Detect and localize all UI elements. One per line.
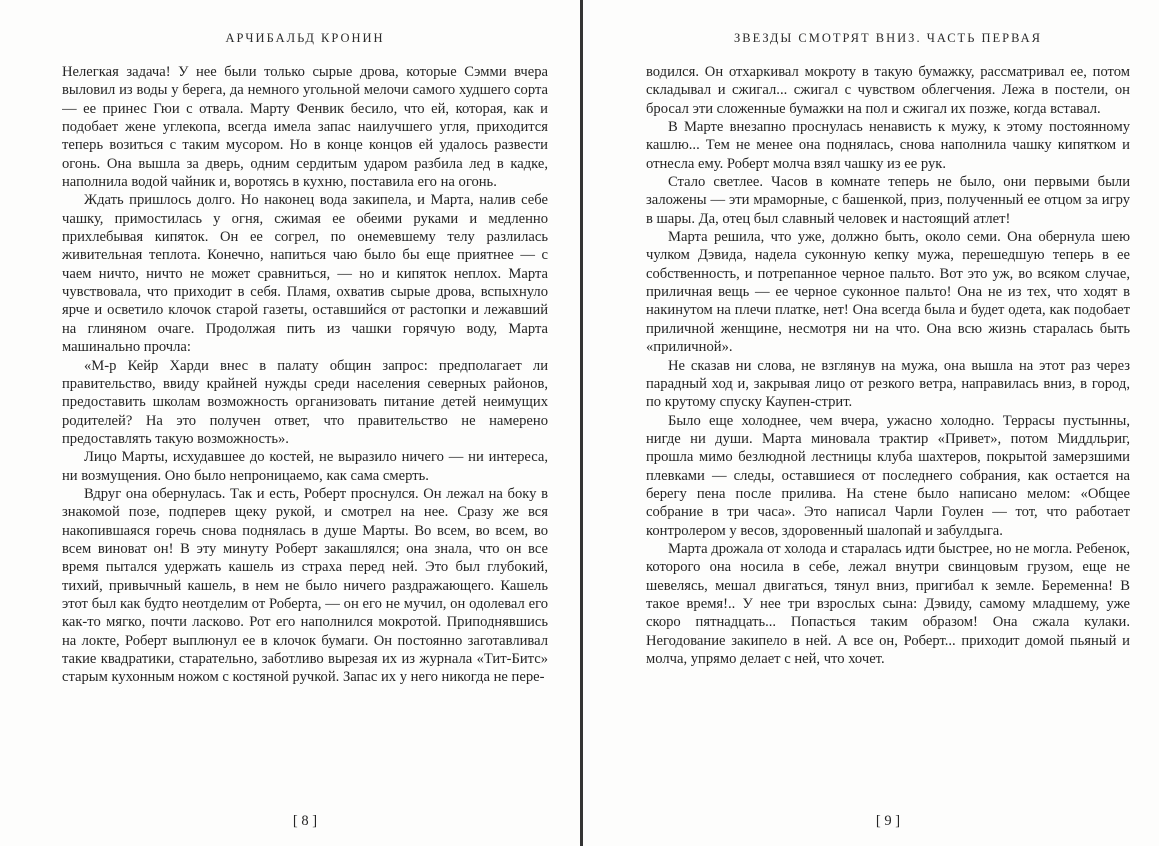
right-running-head: ЗВЕЗДЫ СМОТРЯТ ВНИЗ. ЧАСТЬ ПЕРВАЯ: [733, 31, 1043, 45]
paragraph: Стало светлее. Часов в комнате теперь не было, они первыми были заложены — эти мраморные, с башенкой, приз, полученный ее отцом за игру в шары. Да, отец был славный человек и настоящий атлет!: [646, 174, 1130, 227]
right-page: [583, 0, 1159, 846]
paragraph: Нелегкая задача! У нее были только сырые дрова, которые Сэмми вчера выловил из воды у берега, да немного угольной мелочи самого худшего сорта — ее принес Гюи с отвала. Марту Фенвик бесило, что ей, которая, как и подобает жене углекопа, всегда имела запас наилучшего угля, приходится теперь возиться с таким мусором. Но в конце концов ей удалось развести огонь. Она вышла за дверь, одним сердитым ударом разбила лед в кадке, наполнила водой чайник и, воротясь в кухню, поставила его на огонь.: [62, 64, 548, 191]
left-running-head: АРЧИБАЛЬД КРОНИН: [225, 31, 385, 45]
paragraph: Вдруг она обернулась. Так и есть, Роберт проснулся. Он лежал на боку в знакомой позе, подперев щеку рукой, и смотрел на нее. Сразу же вся накопившаяся горечь снова поднялась в душе Марты. Во всем, во всем, во всем виноват он! В эту минуту Роберт закашлялся; она знала, что он все время пытался удержать кашель из страха перед ней. Это был глубокий, тихий, привычный кашель, в нем не было ничего раздражающего. Кашель этот был как будто неотделим от Роберта, — он его не мучил, он одолевал его как-то мягко, почти ласково. Рот его наполнился мокротой. Приподнявшись на локте, Роберт выплюнул ее в клочок бумаги. Он постоянно заготавливал такие квадратики, старательно, заботливо вырезая их из журнала «Тит-Битс» старым кухонным ножом с костяной ручкой. Запас их у него никогда не пере-: [62, 485, 548, 686]
paragraph: Марта дрожала от холода и старалась идти быстрее, но не могла. Ребенок, которого она носила в себе, лежал внутри свинцовым грузом, еще не шевелясь, мешал двигаться, тянул вниз, пригибал к земле. Беременна! В такое время!.. У нее три взрослых сына: Дэвиду, самому младшему, уже скоро пятнадцать... Попасться таким образом! Она сжала кулаки. Негодование закипело в ней. А все он, Роберт... приходит домой пьяный и молча, упрямо делает с ней, что хочет.: [646, 540, 1130, 667]
left-page-number: [ 8 ]: [292, 813, 318, 829]
paragraph: В Марте внезапно проснулась ненависть к мужу, к этому постоянному кашлю... Тем не менее она поднялась, снова наполнила чашку кипятком и отнесла ему. Роберт молча взял чашку из ее рук.: [646, 119, 1130, 172]
paragraph: «М-р Кейр Харди внес в палату общин запрос: предполагает ли правительство, ввиду крайней нужды среди населения северных районов, предоставить школам возможность организовать питание детей неимущих родителей? На это получен ответ, что правительство не намерено предоставлять такую возможность».: [62, 357, 548, 447]
paragraph: Марта решила, что уже, должно быть, около семи. Она обернула шею чулком Дэвида, надела суконную кепку мужа, перешедшую теперь в ее собственность, и потрепанное черное пальто. Вот это уж, во всяком случае, приличная вещь — ее черное суконное пальто! Она не из тех, что ходят в накинутом на плечи платке, нет! Она всегда была и будет одета, как подобает приличной женщине, несмотря ни на что. Она всю жизнь старалась быть «приличной».: [646, 229, 1130, 356]
right-page-body: [646, 63, 1130, 809]
right-page-number: [ 9 ]: [875, 813, 901, 829]
left-page-body: [62, 63, 548, 809]
paragraph: водился. Он отхаркивал мокроту в такую бумажку, рассматривал ее, потом складывал и сжигал... сжигал с чувством облегчения. Лежа в постели, он бросал эти сложенные бумажки на пол и сжигал их позже, когда вставал.: [646, 64, 1130, 117]
paragraph: Не сказав ни слова, не взглянув на мужа, она вышла на этот раз через парадный ход и, закрывая лицо от резкого ветра, направилась вниз, в город, по крутому спуску Каупен-стрит.: [646, 357, 1130, 411]
paragraph: Было еще холоднее, чем вчера, ужасно холодно. Террасы пустынны, нигде ни души. Марта миновала трактир «Привет», потом Миддльриг, прошла мимо безлюдной лестницы клуба шахтеров, покрытой замерзшими плевками — следы, оставшиеся от последнего собрания, как остается на берегу пена после прилива. На стене было написано мелом: «Общее собрание в три часа». Это написал Чарли Гоулен — тот, что работает контролером у весов, здоровенный шалопай и забулдыга.: [646, 412, 1130, 539]
paragraph: Ждать пришлось долго. Но наконец вода закипела, и Марта, налив себе чашку, примостилась у огня, сжимая ее обеими руками и медленно прихлебывая кипяток. Он ее согрел, по онемевшему телу разлилась живительная теплота. Конечно, напиться чаю было бы еще приятнее — с чаем ничто, ничто не может сравниться, — но и кипяток неплох. Марта чувствовала, что приходит в себя. Пламя, охватив сырые дрова, вспыхнуло ярче и осветило клочок старой газеты, оставшийся от растопки и лежавший на глиняном очаге. Продолжая пить из чашки горячую воду, Марта машинально прочла:: [62, 192, 548, 356]
paragraph: Лицо Марты, исхудавшее до костей, не выразило ничего — ни интереса, ни возмущения. Оно было непроницаемо, как сама смерть.: [62, 449, 548, 484]
